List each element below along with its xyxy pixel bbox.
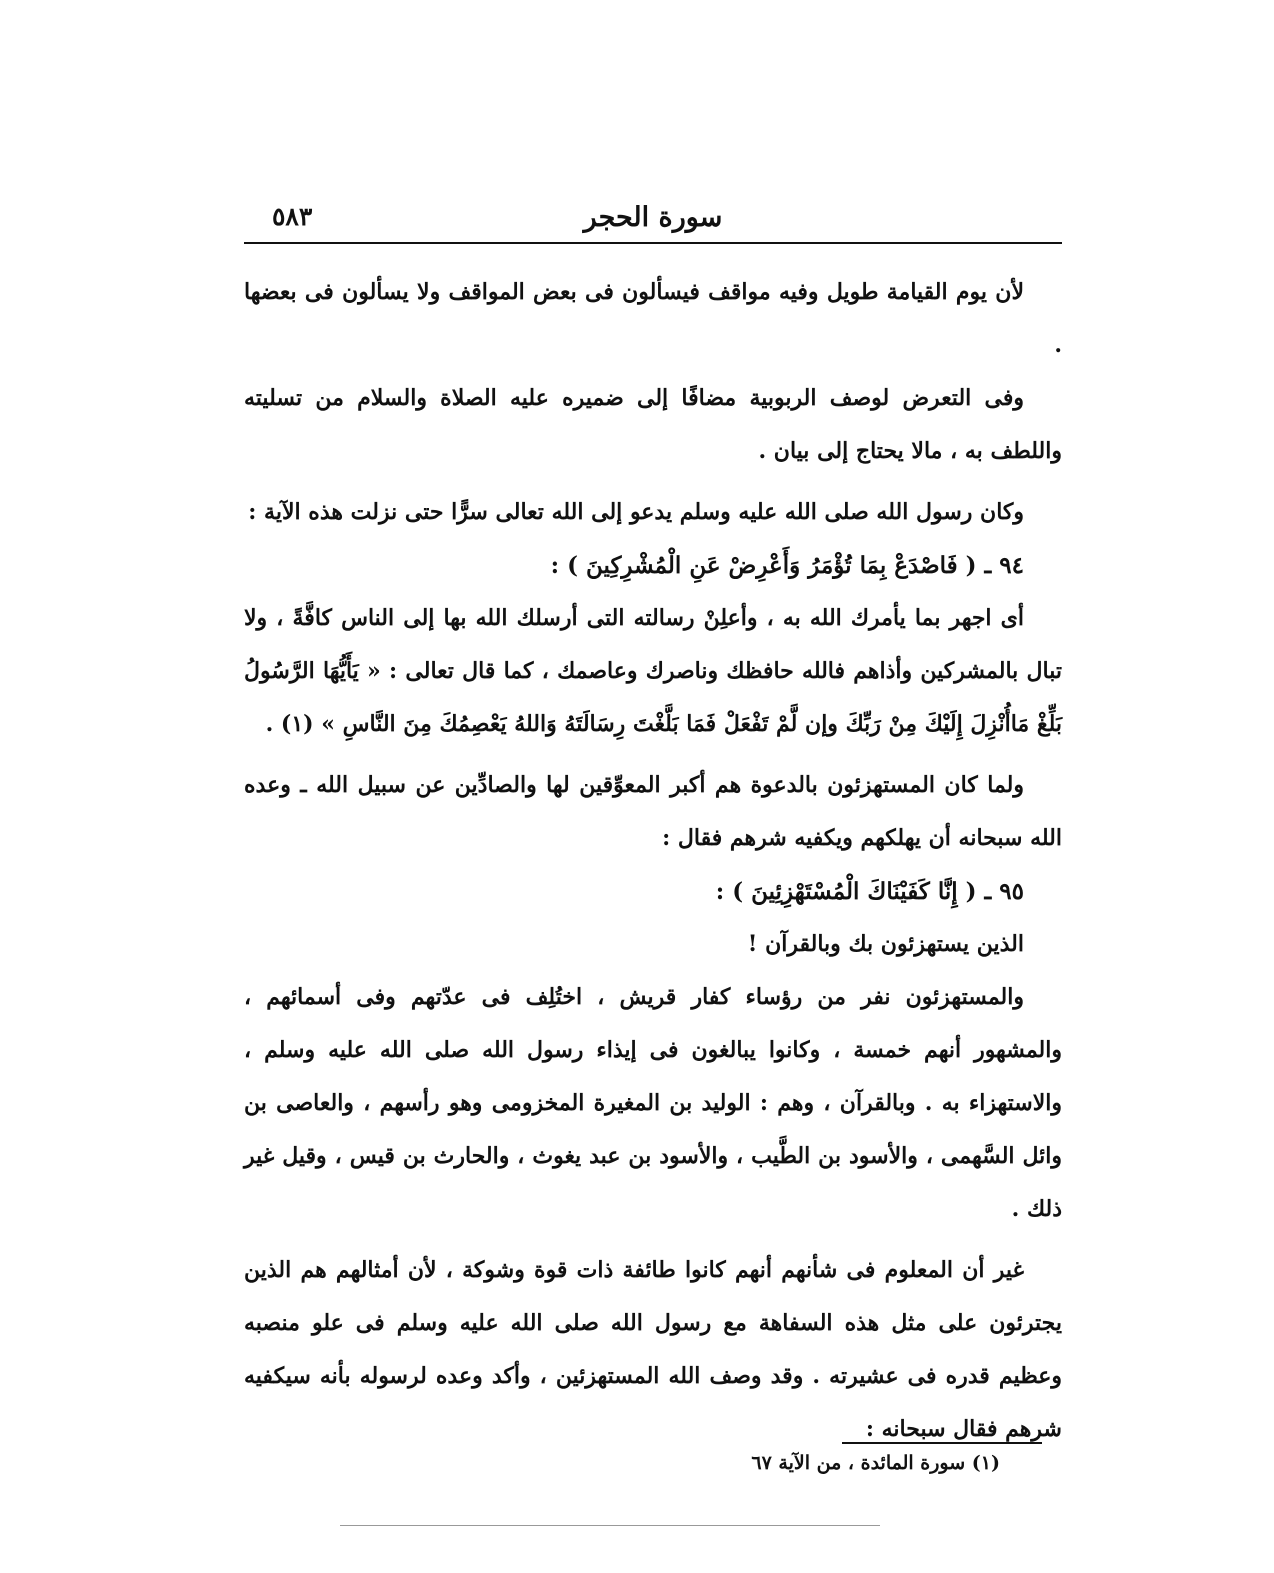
surah-title: سورة الحجر: [583, 202, 723, 233]
footnote: (١) سورة المائدة ، من الآية ٦٧: [751, 1452, 1000, 1474]
paragraph: والمستهزئون نفر من رؤساء كفار قريش ، اختُلِف فى عدّتهم وفى أسمائهم ، والمشهور أنهم خمسة ، وكانوا يبالغون فى إيذاء رسول الله صلى الله عليه وسلم ، والاستهزاء به . وبالقرآن ، وهم : الوليد بن المغيرة المخزومى وهو رأسهم ، والعاصى بن وائل السَّهمى ، والأسود بن الطَّيب ، والأسود بن عبد يغوث ، والحارث بن قيس ، وقيل غير ذلك .: [244, 984, 1063, 1222]
header-divider: [244, 242, 1062, 244]
page-body: [244, 266, 1062, 1456]
verse-94: ٩٤ ـ ( فَاصْدَعْ بِمَا تُؤْمَرُ وَأَعْرِضْ عَنِ الْمُشْرِكِينَ ) :: [550, 552, 1024, 579]
paragraph: وفى التعرض لوصف الربوبية مضافًا إلى ضميره عليه الصلاة والسلام من تسليته واللطف به ، مالا يحتاج إلى بيان .: [244, 385, 1062, 464]
paragraph: الذين يستهزئون بك وبالقرآن !: [747, 931, 1024, 957]
paragraph: لأن يوم القيامة طويل وفيه مواقف فيسألون فى بعض المواقف ولا يسألون فى بعضها .: [244, 279, 1062, 358]
page-number: ٥٨٣: [272, 202, 313, 231]
footnote-divider: [842, 1442, 1042, 1444]
paragraph: أى اجهر بما يأمرك الله به ، وأعلِنْ رسالته التى أرسلك الله بها إلى الناس كافَّةً ، ولا تبال بالمشركين وأذاهم فالله حافظك وناصرك وعاصمك ، كما قال تعالى : « يَأَيُّهَا الرَّسُولُ بَلِّغْ مَاأُنْزِلَ إِلَيْكَ مِنْ رَبِّكَ وإن لَّمْ تَفْعَلْ فَمَا بَلَّغْتَ رِسَالَتَهُ وَاللهُ يَعْصِمُكَ مِنَ النَّاسِ » (١) .: [244, 605, 1062, 737]
verse-95: ٩٥ ـ ( إِنَّا كَفَيْنَاكَ الْمُسْتَهْزِئِينَ ) :: [715, 878, 1024, 905]
paragraph: وكان رسول الله صلى الله عليه وسلم يدعو إلى الله تعالى سرًّا حتى نزلت هذه الآية :: [248, 499, 1024, 525]
paragraph: ولما كان المستهزئون بالدعوة هم أكبر المعوِّقين لها والصادِّين عن سبيل الله ـ وعده الله سبحانه أن يهلكهم ويكفيه شرهم فقال :: [244, 772, 1062, 851]
page-header: [244, 198, 1062, 242]
page-bottom-line: [340, 1525, 880, 1526]
paragraph: غير أن المعلوم فى شأنهم أنهم كانوا طائفة ذات قوة وشوكة ، لأن أمثالهم هم الذين يجترئون على مثل هذه السفاهة مع رسول الله صلى الله عليه وسلم فى علو منصبه وعظيم قدره فى عشيرته . وقد وصف الله المستهزئين ، وأكد وعده لرسوله بأنه سيكفيه شرهم فقال سبحانه :: [244, 1257, 1062, 1442]
